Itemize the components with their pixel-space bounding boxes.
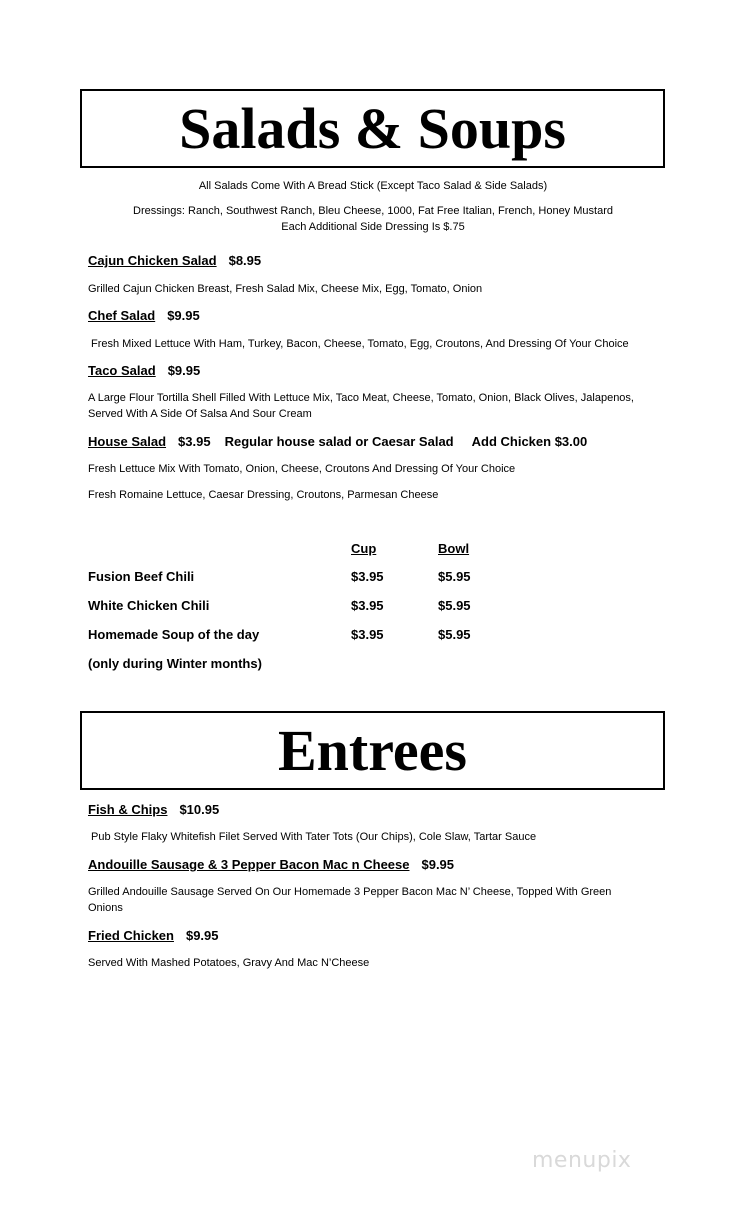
menu-item-fish-and-chips bbox=[88, 802, 219, 817]
item-name: Fish & Chips bbox=[88, 802, 168, 817]
soup-row bbox=[88, 569, 508, 587]
soup-cup-price: $3.95 bbox=[351, 598, 384, 613]
item-option: Regular house salad or Caesar Salad bbox=[224, 434, 454, 449]
item-name: Taco Salad bbox=[88, 363, 156, 378]
menu-item-taco-salad bbox=[88, 363, 200, 378]
item-name: Andouille Sausage & 3 Pepper Bacon Mac n Cheese bbox=[88, 857, 410, 872]
dressings-list: Dressings: Ranch, Southwest Ranch, Bleu Cheese, 1000, Fat Free Italian, French, Honey Mustard bbox=[133, 205, 613, 217]
extra-dressing-note: Each Additional Side Dressing Is $.75 bbox=[281, 221, 465, 233]
item-name: Fried Chicken bbox=[88, 928, 174, 943]
item-description: Pub Style Flaky Whitefish Filet Served With Tater Tots (Our Chips), Cole Slaw, Tartar Sauce bbox=[91, 831, 537, 843]
menu-item-andouille-mac bbox=[88, 857, 454, 872]
col-bowl-header: Bowl bbox=[438, 541, 470, 556]
item-price: $8.95 bbox=[228, 253, 262, 268]
item-description: Grilled Cajun Chicken Breast, Fresh Salad Mix, Cheese Mix, Egg, Tomato, Onion bbox=[88, 283, 483, 295]
soup-cup-price: $3.95 bbox=[351, 569, 384, 584]
item-description: Fresh Mixed Lettuce With Ham, Turkey, Bacon, Cheese, Tomato, Egg, Croutons, And Dressing Of Your Choice bbox=[91, 338, 629, 350]
soup-name: Homemade Soup of the day bbox=[88, 627, 260, 642]
menu-item-house-salad bbox=[88, 434, 587, 449]
soup-season-note bbox=[88, 656, 508, 674]
menu-item-chef-salad bbox=[88, 308, 200, 323]
menu-item-fried-chicken bbox=[88, 928, 219, 943]
item-price: $9.95 bbox=[167, 363, 201, 378]
item-description: Grilled Andouille Sausage Served On Our Homemade 3 Pepper Bacon Mac N’ Cheese, Topped With Green Onions bbox=[88, 886, 612, 914]
salads-soups-header bbox=[80, 89, 665, 168]
entrees-title: Entrees bbox=[277, 717, 467, 783]
soup-name: White Chicken Chili bbox=[88, 598, 210, 613]
soup-bowl-price: $5.95 bbox=[438, 569, 471, 584]
soup-bowl-price: $5.95 bbox=[438, 598, 471, 613]
item-price: $9.95 bbox=[421, 857, 455, 872]
soup-row bbox=[88, 598, 508, 616]
soup-row bbox=[88, 627, 508, 645]
soup-bowl-price: $5.95 bbox=[438, 627, 471, 642]
menupix-watermark: menupix bbox=[532, 1148, 632, 1173]
col-cup-header: Cup bbox=[351, 541, 377, 556]
soup-note-text: (only during Winter months) bbox=[88, 656, 262, 671]
item-price: $9.95 bbox=[167, 308, 200, 323]
item-description: Served With Mashed Potatoes, Gravy And Mac N’Cheese bbox=[88, 957, 370, 969]
item-name: Cajun Chicken Salad bbox=[88, 253, 217, 268]
soup-cup-price: $3.95 bbox=[351, 627, 384, 642]
menu-item-cajun-chicken-salad bbox=[88, 253, 261, 268]
item-price: $3.95 bbox=[178, 434, 211, 449]
item-description: Fresh Lettuce Mix With Tomato, Onion, Cheese, Croutons And Dressing Of Your Choice bbox=[88, 463, 516, 475]
salads-soups-title: Salads & Soups bbox=[179, 95, 566, 161]
item-price: $10.95 bbox=[179, 802, 220, 817]
item-price: $9.95 bbox=[185, 928, 219, 943]
item-name: Chef Salad bbox=[88, 308, 156, 323]
soup-name: Fusion Beef Chili bbox=[88, 569, 195, 584]
item-description-alt: Fresh Romaine Lettuce, Caesar Dressing, Croutons, Parmesan Cheese bbox=[88, 489, 439, 501]
entrees-header bbox=[80, 711, 665, 790]
item-description: A Large Flour Tortilla Shell Filled With Lettuce Mix, Taco Meat, Cheese, Tomato, Onion, Black Olives, Jalapenos, Served With A Side Of Salsa And Sour Cream bbox=[88, 392, 634, 420]
item-addon: Add Chicken $3.00 bbox=[471, 434, 588, 449]
bread-stick-note: All Salads Come With A Bread Stick (Except Taco Salad & Side Salads) bbox=[198, 180, 548, 192]
item-name: House Salad bbox=[88, 434, 167, 449]
soup-table-header bbox=[88, 541, 508, 559]
